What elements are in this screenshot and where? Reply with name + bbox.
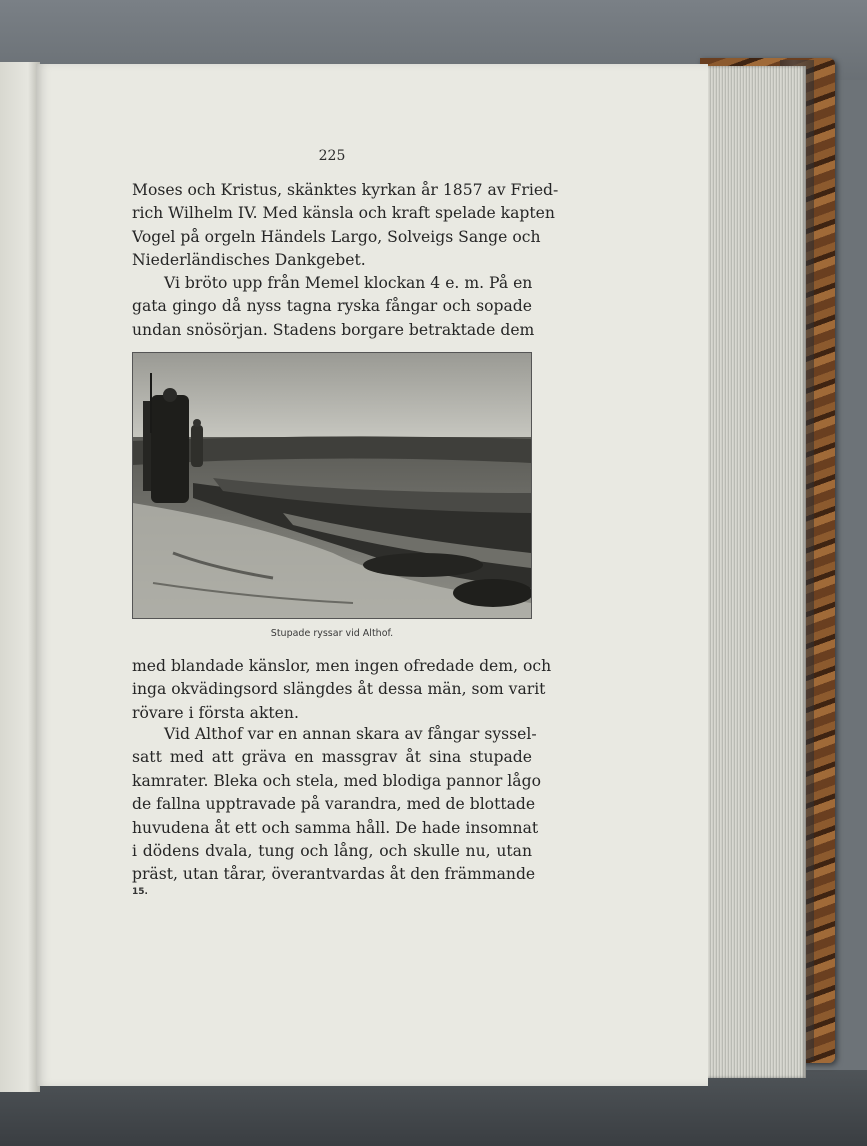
text-line: präst, utan tårar, överantvardas åt den främmande bbox=[132, 865, 536, 884]
text-line: i dödens dvala, tung och lång, och skulle nu, utan bbox=[132, 842, 532, 861]
paragraph-3 bbox=[132, 655, 552, 725]
text-line: Vid Althof var en annan skara av fångar syssel- bbox=[164, 725, 537, 743]
text-line: rich Wilhelm IV. Med känsla och kraft spelade kapten bbox=[132, 204, 555, 223]
text-line: Moses och Kristus, skänktes kyrkan år 1857 av Fried- bbox=[132, 181, 559, 199]
page-number: 225 bbox=[318, 148, 346, 164]
text-line: rövare i första akten. bbox=[132, 703, 299, 722]
page-edges bbox=[706, 66, 806, 1078]
text-line: de fallna upptravade på varandra, med de blottade bbox=[132, 795, 536, 814]
battlefield-photo bbox=[132, 352, 532, 619]
paragraph-1 bbox=[132, 179, 559, 273]
text-line: Niederländisches Dankgebet. bbox=[132, 251, 366, 270]
text-line: undan snösörjan. Stadens borgare betraktade dem bbox=[132, 320, 535, 339]
text-line: med blandade känslor, men ingen ofredade dem, och bbox=[132, 657, 552, 675]
photo-caption: Stupade ryssar vid Althof. bbox=[270, 628, 394, 639]
text-line: gata gingo då nyss tagna ryska fångar och sopade bbox=[132, 297, 532, 316]
left-page-edge bbox=[0, 62, 40, 1092]
text-line: inga okvädingsord slängdes åt dessa män, som varit bbox=[132, 680, 546, 699]
text-line: Vogel på orgeln Händels Largo, Solveigs Sange och bbox=[132, 227, 541, 246]
text-line: kamrater. Bleka och stela, med blodiga pannor lågo bbox=[132, 771, 541, 790]
paragraph-4 bbox=[132, 723, 541, 887]
text-line: Vi bröto upp från Memel klockan 4 e. m. På en bbox=[164, 274, 533, 292]
signature-mark: 15. bbox=[132, 887, 148, 897]
text-line: satt med att gräva en massgrav åt sina stupade bbox=[132, 748, 532, 767]
paragraph-2 bbox=[132, 272, 535, 342]
text-line: huvudena åt ett och samma håll. De hade insomnat bbox=[132, 818, 539, 837]
